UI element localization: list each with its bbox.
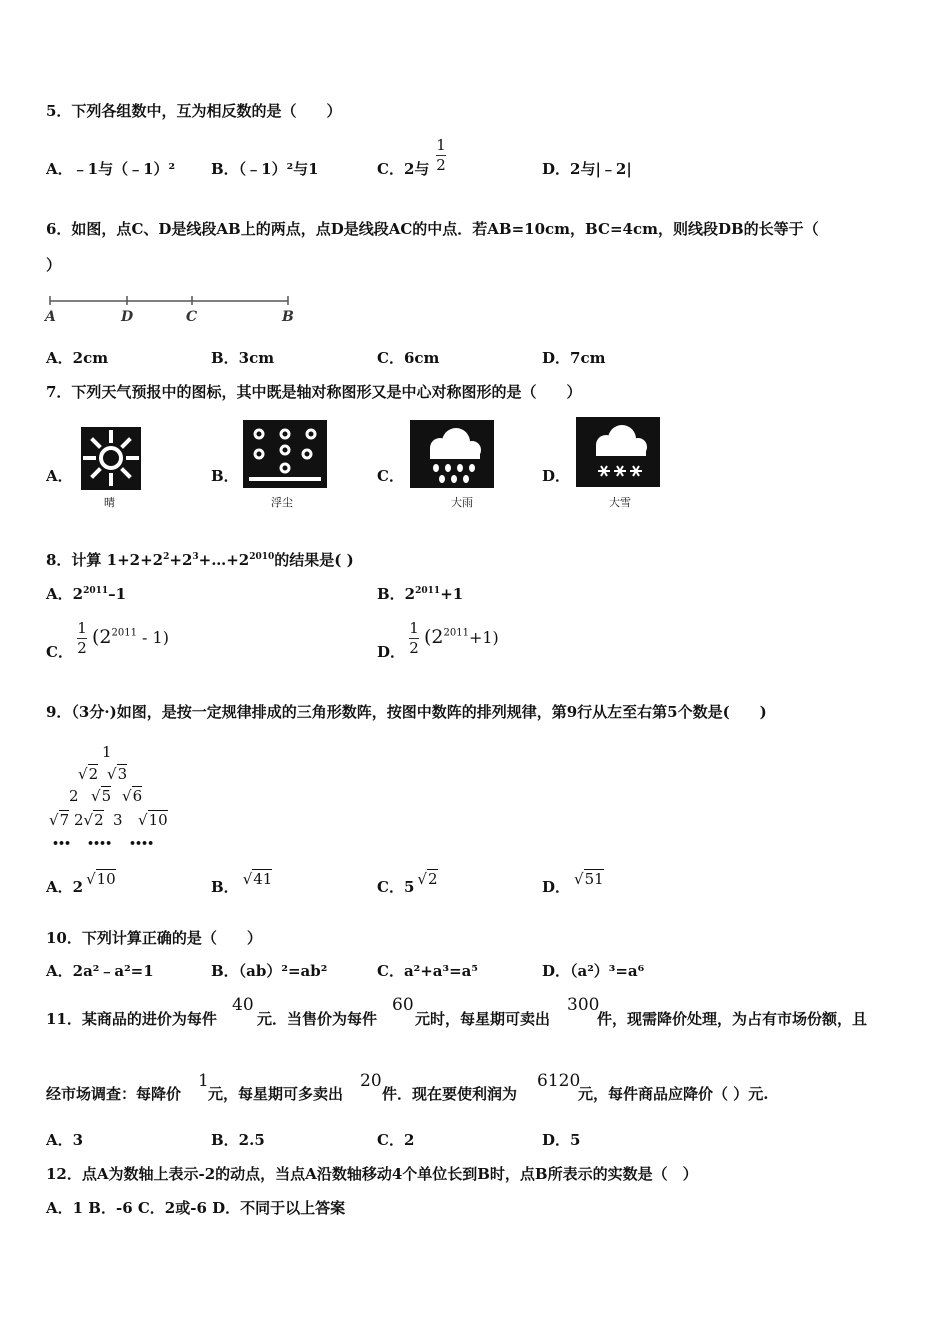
q5-option-c-fraction (436, 138, 446, 173)
q11-line2-c: 件．现在要使利润为 (382, 1085, 518, 1103)
q12-stem: 12．点A为数轴上表示-2的动点，当点A沿数轴移动4个单位长到B时，点B所表示的实数是（ ） (46, 1165, 698, 1183)
q7-option-a: A． (46, 467, 73, 485)
q5-option-b: B．（﹣1）²与1 (211, 160, 319, 178)
q9-row2-value-1: √2 (78, 765, 99, 783)
q9-row4-value-2: 2√2 (74, 811, 104, 829)
q6-option-b: B．3cm (211, 349, 275, 367)
q6-option-a: A．2cm (46, 349, 109, 367)
q8-c-expression (92, 628, 169, 647)
q11-option-a: A．3 (46, 1131, 84, 1149)
q6-segment-diagram (44, 292, 300, 328)
q11-value-20: 20 (360, 1071, 382, 1091)
q8-stem-prefix: 8．计算 1+2+2 (46, 551, 164, 569)
q8-b-base: B．2 (377, 585, 416, 603)
q12-options: A．1 B．-6 C．2或-6 D．不同于以上答案 (46, 1199, 346, 1217)
q11-value-40: 40 (232, 995, 254, 1015)
q11-value-60: 60 (392, 995, 414, 1015)
q8-option-d-label: D． (377, 643, 406, 661)
q5-option-c-label: C．2与 (377, 160, 430, 178)
q9-c-coefficient: C．5 (377, 878, 415, 896)
q8-stem-suffix: 的结果是( ) (274, 551, 354, 569)
q8-stem-mid2: +…+2 (198, 551, 250, 569)
q5-option-c (377, 162, 429, 177)
q8-a-exp: 2011 (83, 586, 109, 596)
q11-option-c: C．2 (377, 1131, 415, 1149)
q6-stem: 6．如图，点C、D是线段AB上的两点，点D是线段AC的中点．若AB=10cm，BC=4cm，则线段DB的长等于（ (46, 220, 819, 238)
q9-a-radical: √10 (86, 870, 116, 888)
q5-c-numerator: 1 (436, 136, 446, 154)
q11-line2-b: 元，每星期可多卖出 (208, 1085, 344, 1103)
q8-exp-3: 2010 (249, 552, 275, 562)
q9-c-radical: √2 (417, 870, 438, 888)
q9-a-coefficient: A．2 (46, 878, 84, 896)
q9-option-d (542, 870, 604, 896)
q9-dots-1: ••• (52, 837, 71, 850)
q8-a-base: A．2 (46, 585, 84, 603)
q11-option-b: B．2.5 (211, 1131, 265, 1149)
q9-b-radical: √41 (242, 870, 273, 888)
q9-option-c (377, 870, 438, 896)
q8-exp-2: 3 (192, 552, 199, 562)
q6-label-b: B (282, 309, 294, 325)
q8-stem (46, 553, 354, 568)
q8-c-tail: - 1) (136, 628, 169, 647)
q8-exp-1: 2 (163, 552, 170, 562)
q11-line2-a: 经市场调查：每降价 (46, 1085, 182, 1103)
q11-line1-b: 元．当售价为每件 (257, 1010, 378, 1028)
q8-option-a (46, 587, 126, 602)
q9-row3-value-1: 2 (69, 787, 79, 805)
q5-option-d: D．2与|﹣2| (542, 160, 632, 178)
q8-d-fraction (409, 621, 419, 656)
q9-row2-value-2: √3 (107, 765, 128, 783)
q9-row3-value-2: √5 (91, 787, 112, 805)
q11-line1-a: 11．某商品的进价为每件 (46, 1010, 217, 1028)
q8-d-exp: 2011 (443, 627, 469, 639)
q10-stem: 10．下列计算正确的是（ ） (46, 929, 262, 947)
q7-option-d: D． (542, 467, 571, 485)
q9-b-label: B． (211, 878, 239, 896)
q10-option-d: D．（a²）³=a⁶ (542, 962, 645, 980)
q9-dots-2: •••• (87, 837, 112, 850)
q9-row4-value-4: √10 (138, 811, 168, 829)
q9-row4-value-3: 3 (113, 811, 123, 829)
q8-stem-mid1: +2 (169, 551, 193, 569)
q7-stem: 7．下列天气预报中的图标，其中既是轴对称图形又是中心对称图形的是（ ） (46, 383, 582, 401)
q9-option-b (211, 870, 273, 896)
q8-option-c-label: C． (46, 643, 73, 661)
heavy-snow-icon (576, 417, 660, 487)
q7-option-c: C． (377, 467, 404, 485)
q7-option-b: B． (211, 467, 239, 485)
q11-value-6120: 6120 (537, 1071, 581, 1091)
q8-b-suffix: +1 (440, 585, 464, 603)
q9-row3-value-3: √6 (122, 787, 143, 805)
q8-d-expression (424, 628, 499, 647)
q6-option-c: C．6cm (377, 349, 440, 367)
q8-option-b (377, 587, 463, 602)
q8-c-numerator: 1 (77, 619, 87, 637)
q11-line1-d: 件，现需降价处理，为占有市场份额，且 (597, 1010, 868, 1028)
q9-stem: 9．（3分·)如图，是按一定规律排成的三角形数阵，按图中数阵的排列规律，第9行从左至右第5个数是( ) (46, 703, 767, 721)
q9-row1-value: 1 (102, 743, 112, 761)
q6-label-a: A (45, 309, 56, 325)
q5-stem: 5．下列各组数中，互为相反数的是（ ） (46, 102, 342, 120)
q6-label-d: D (121, 309, 134, 325)
q8-a-suffix: –1 (108, 585, 127, 603)
caption-sunny: 晴 (104, 496, 115, 509)
q6-stem-end: ） (46, 256, 62, 274)
q11-line1-c: 元时，每星期可卖出 (415, 1010, 551, 1028)
q9-option-a (46, 870, 116, 896)
q5-option-a: A．﹣1与（﹣1）² (46, 160, 176, 178)
q11-value-300: 300 (567, 995, 600, 1015)
sunny-icon (81, 427, 141, 490)
q9-d-label: D． (542, 878, 571, 896)
heavy-rain-icon (410, 420, 494, 488)
q5-c-denominator: 2 (436, 156, 446, 174)
q8-c-fraction (77, 621, 87, 656)
dust-icon (243, 420, 327, 488)
caption-heavy-snow: 大雪 (609, 496, 631, 509)
q11-option-d: D．5 (542, 1131, 581, 1149)
q8-c-exp: 2011 (111, 627, 137, 639)
q8-d-denominator: 2 (409, 639, 419, 657)
q8-c-denominator: 2 (77, 639, 87, 657)
q9-dots-3: •••• (129, 837, 154, 850)
q11-value-1: 1 (198, 1071, 209, 1091)
caption-dust: 浮尘 (271, 496, 293, 509)
q8-c-base: (2 (92, 626, 112, 648)
q6-label-c: C (186, 309, 198, 325)
q10-option-c: C．a²+a³=a⁵ (377, 962, 478, 980)
q8-b-exp: 2011 (415, 586, 441, 596)
q8-d-base: (2 (424, 626, 444, 648)
q10-option-a: A．2a²﹣a²=1 (46, 962, 154, 980)
q9-row4-value-1: √7 (49, 811, 70, 829)
q8-d-numerator: 1 (409, 619, 419, 637)
q11-line2-d: 元，每件商品应降价（ ）元. (578, 1085, 769, 1103)
q9-d-radical: √51 (574, 870, 604, 888)
q8-d-tail: +1) (468, 628, 499, 647)
q10-option-b: B．（ab）²=ab² (211, 962, 328, 980)
q6-option-d: D．7cm (542, 349, 606, 367)
caption-heavy-rain: 大雨 (451, 496, 473, 509)
